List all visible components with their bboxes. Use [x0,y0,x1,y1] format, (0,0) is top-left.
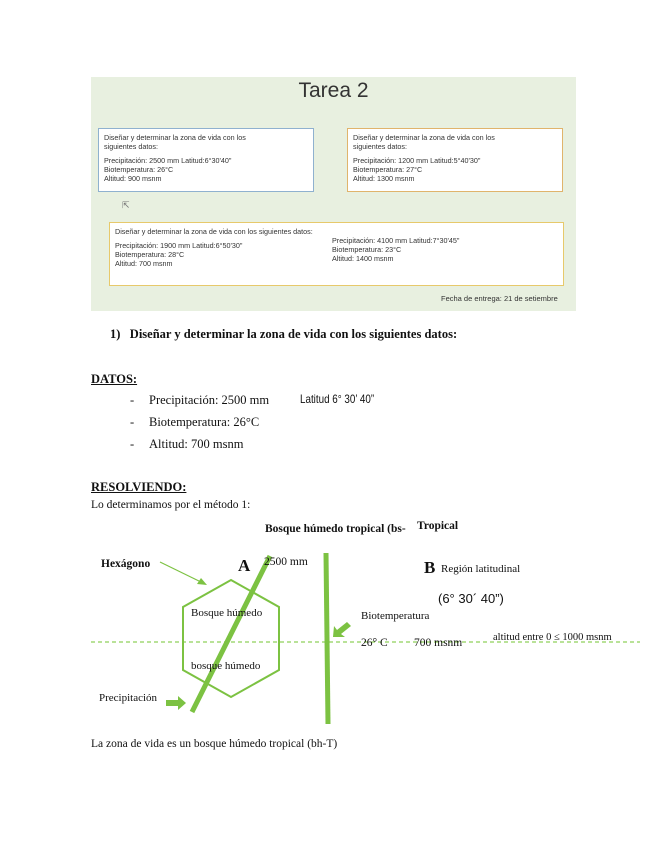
slide-title: Tarea 2 [298,79,369,102]
card2-line-3: Altitud: 1300 msnm [353,174,415,183]
biotemperature-arrow-icon [333,622,351,637]
card1-heading-2: siguientes datos: [104,142,158,151]
cursor-icon: ⇱ [122,201,130,211]
conclusion-text: La zona de vida es un bosque húmedo tropical (bh-T) [91,738,338,750]
card1-line-1: Precipitación: 2500 mm Latitud:6°30'40" [104,156,232,165]
card2-heading-2: siguientes datos: [353,142,407,151]
region-latitudinal: Región latitudinal [441,563,521,575]
resolviendo-heading: RESOLVIENDO: [91,480,187,494]
precipitation-value: 2500 mm [264,556,308,568]
card3-b-line-2: Biotemperatura: 23°C [332,245,402,254]
card2-heading-1: Diseñar y determinar la zona de vida con los [353,133,495,142]
hex-label-bottom: bosque húmedo [191,660,261,672]
datos-altitud: Altitud: 700 msnm [149,437,244,451]
label-b: B [424,558,436,577]
card2-line-1: Precipitación: 1200 mm Latitud:5°40'30" [353,156,481,165]
diagram-title-right: Tropical [417,520,459,532]
bullet-dash: - [130,415,135,429]
slide-footer-date: Fecha de entrega: 21 de setiembre [441,294,558,303]
card3-heading: Diseñar y determinar la zona de vida con los siguientes datos: [115,227,313,236]
datos-precipitacion: Precipitación: 2500 mm [149,393,270,407]
precipitation-label: Precipitación [99,692,158,704]
hex-label-top: Bosque húmedo [191,607,263,619]
card3-a-line-1: Precipitación: 1900 mm Latitud:6°50'30" [115,241,243,250]
biotemperature-line [326,553,328,724]
hexagono-label: Hexágono [101,558,151,570]
datos-latitud: Latitud 6° 30’ 40” [300,392,375,406]
card3-a-line-3: Altitud: 700 msnm [115,259,173,268]
bullet-dash: - [130,393,135,407]
bullet-dash: - [130,437,135,451]
diagram-title-left: Bosque húmedo tropical (bs- [265,523,406,535]
card3-a-line-2: Biotemperatura: 28°C [115,250,185,259]
precipitation-arrow-icon [166,696,186,710]
biotemperature-label: Biotemperatura [361,610,430,622]
temperature-value: 26° C [361,637,388,649]
label-a: A [238,556,251,575]
altitude-value: 700 msnm [414,637,463,649]
card2-line-2: Biotemperatura: 27°C [353,165,423,174]
latitude-value: (6° 30´ 40”) [438,591,504,606]
card1-heading-1: Diseñar y determinar la zona de vida con los [104,133,246,142]
method-intro: Lo determinamos por el método 1: [91,499,251,511]
altitude-range: altitud entre 0 ≤ 1000 msnm [493,632,612,643]
datos-heading: DATOS: [91,372,138,386]
card1-line-2: Biotemperatura: 26°C [104,165,174,174]
datos-biotemperatura: Biotemperatura: 26°C [149,415,260,429]
question-heading: 1) Diseñar y determinar la zona de vida con los siguientes datos: [110,327,458,341]
card3-b-line-3: Altitud: 1400 msnm [332,254,394,263]
hexagon-pointer-arrowhead [197,578,207,585]
card1-line-3: Altitud: 900 msnm [104,174,162,183]
hexagon-pointer-line [160,562,203,583]
card3-b-line-1: Precipitación: 4100 mm Latitud:7°30'45" [332,236,460,245]
